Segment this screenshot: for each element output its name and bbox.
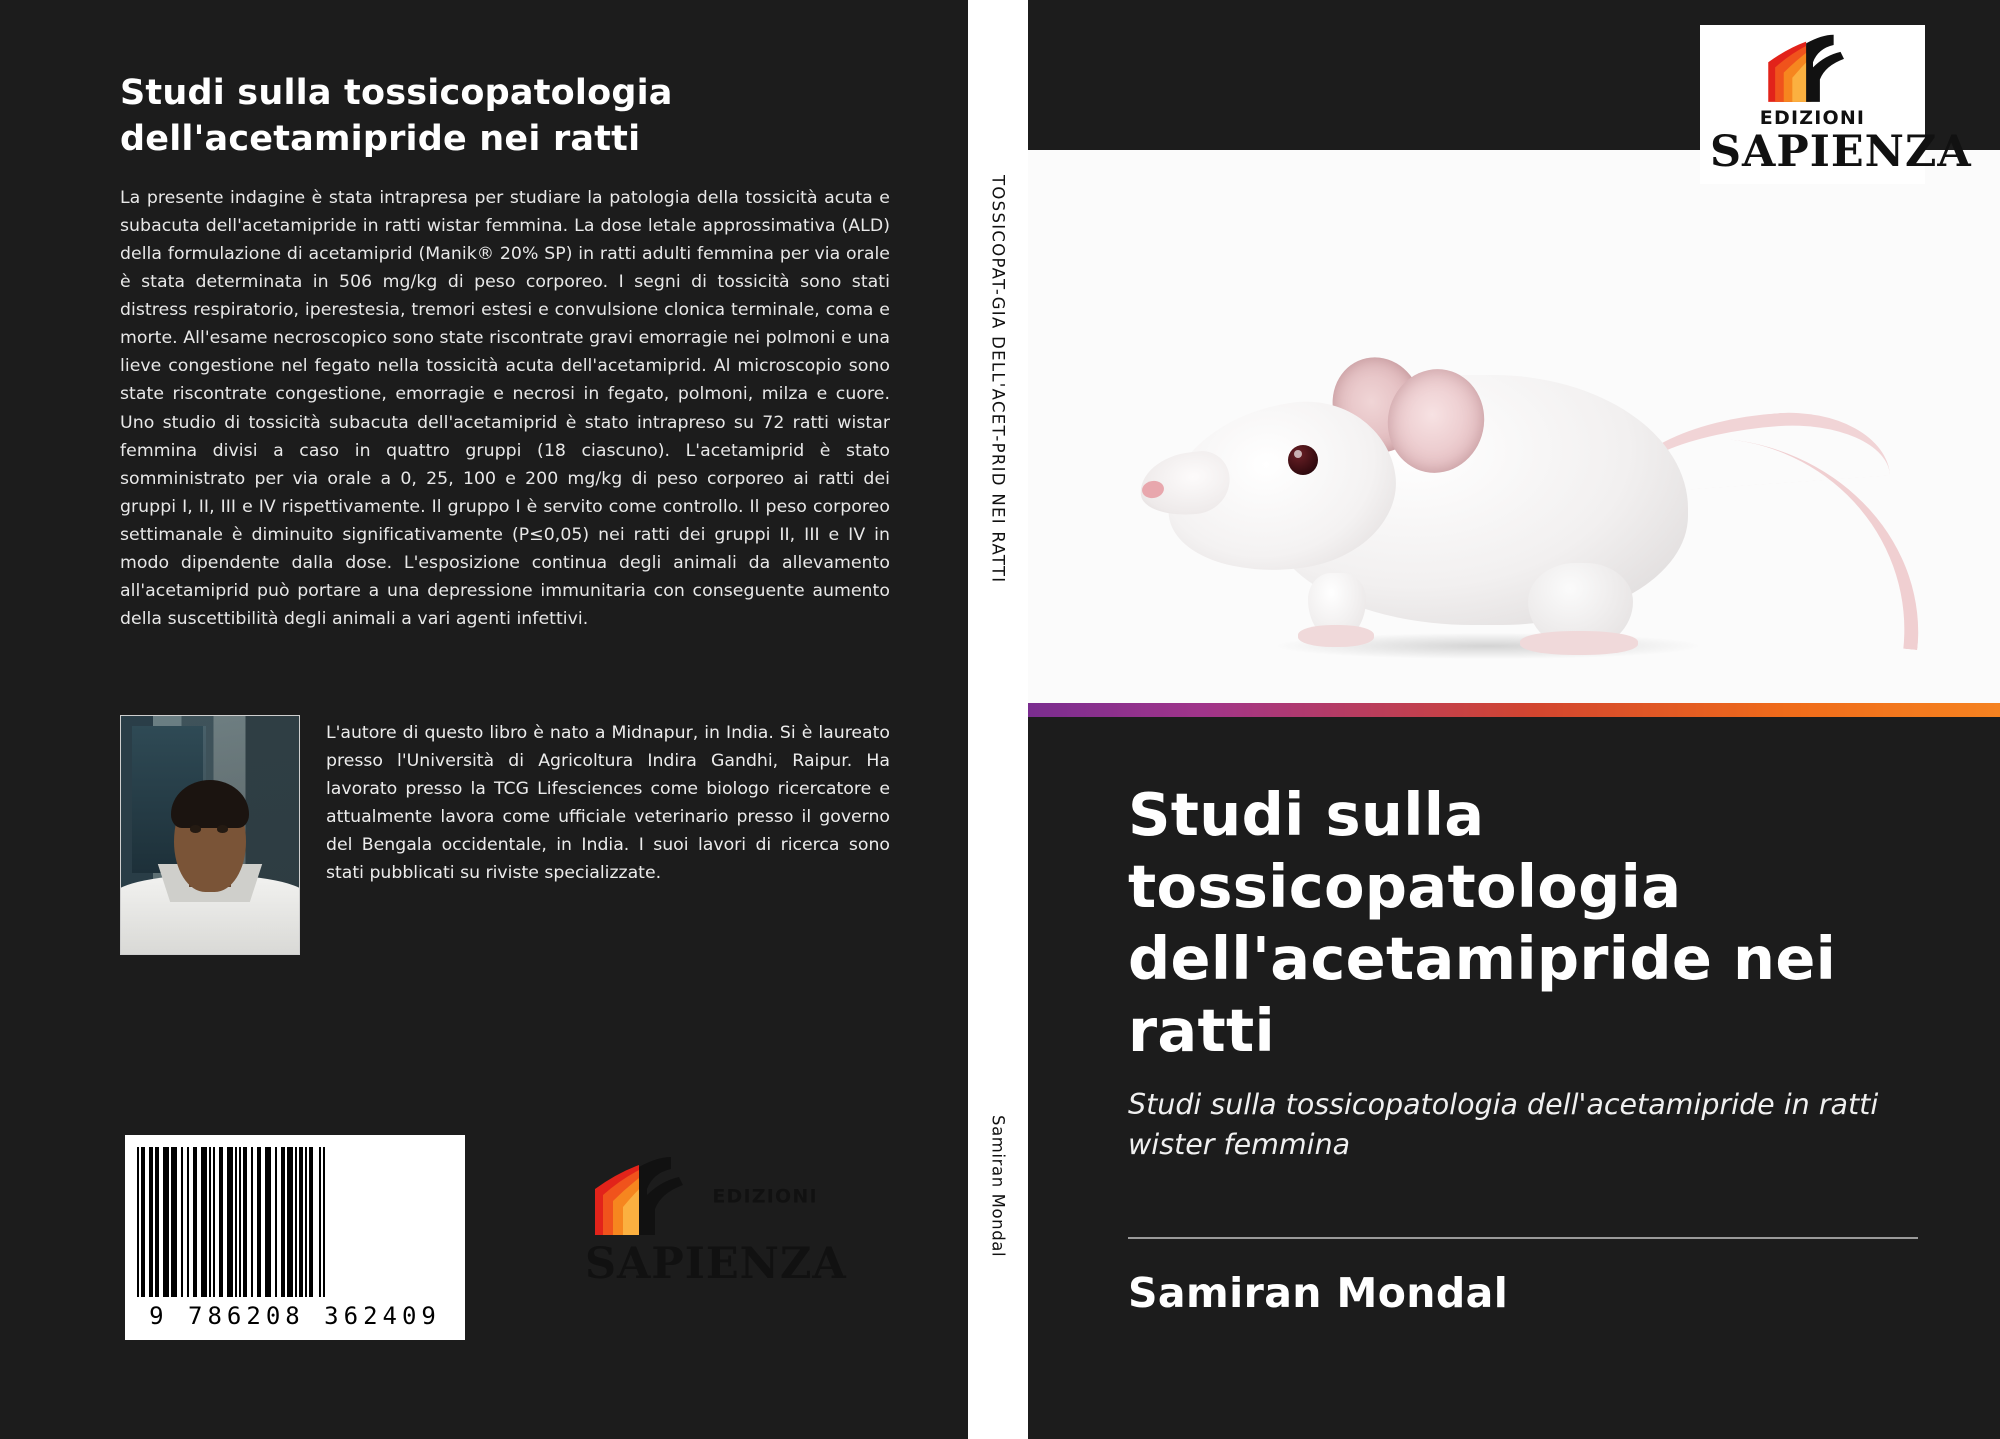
publisher-logo-mark-front bbox=[1710, 33, 1915, 129]
spine-author: Samiran Mondal bbox=[988, 1115, 1008, 1258]
rat-front-foot bbox=[1298, 625, 1374, 647]
author-bio-block bbox=[120, 715, 890, 955]
author-bio-text: L'autore di questo libro è nato a Midnapur, in India. Si è laureato presso l'Università di Agricoltura Indira Gandhi, Raipur. Ha lavorato presso la TCG Lifesciences come biologo ricercatore e attualmente lavora come ufficiale veterinario presso il governo del Bengala occidentale, in India. I suoi lavori di ricerca sono stati pubblicati su riviste specializzate. bbox=[326, 723, 890, 884]
front-cover-author: Samiran Mondal bbox=[1128, 1269, 1509, 1317]
rat-photo-illustration bbox=[1148, 295, 1908, 685]
front-cover bbox=[1028, 0, 2000, 1439]
rat-eye bbox=[1288, 445, 1318, 475]
front-cover-text-panel bbox=[1028, 717, 2000, 1439]
publisher-name-label: SAPIENZA bbox=[585, 1239, 847, 1289]
divider bbox=[1128, 1237, 1918, 1239]
rat-back-foot bbox=[1520, 631, 1638, 655]
accent-gradient-strip bbox=[1028, 703, 2000, 717]
front-cover-title: Studi sulla tossicopatologia dell'acetamipride nei ratti bbox=[1128, 780, 1837, 1065]
back-cover bbox=[0, 0, 968, 1439]
publisher-name-label: SAPIENZA bbox=[1710, 127, 1972, 177]
sapienza-fan-icon bbox=[1761, 33, 1865, 107]
barcode-bars bbox=[137, 1147, 453, 1297]
publisher-edizioni-label: EDIZIONI bbox=[1759, 107, 1866, 129]
publisher-logo-back bbox=[585, 1155, 847, 1289]
barcode bbox=[125, 1135, 465, 1340]
front-cover-subtitle: Studi sulla tossicopatologia dell'acetamipride in ratti wister femmina bbox=[1128, 1088, 1879, 1162]
spine bbox=[968, 0, 1028, 1439]
photo-eye-left bbox=[190, 825, 201, 832]
back-cover-blurb: La presente indagine è stata intrapresa per studiare la patologia della tossicità acuta e subacuta dell'acetamipride in ratti wistar femmina. La dose letale approssimativa (ALD) della formulazione di acetamiprid (Manik® 20% SP) in ratti adulti femmina per via orale è stata determinata in 506 mg/kg di peso corporeo. I segni di tossicità sono stati distress respiratorio, iperestesia, tremori estesi e convulsione clonica terminale, coma e morte. All'esame necroscopico sono state riscontrate gravi emorragie nei polmoni e una lieve congestione nel fegato nella tossicità acuta dell'acetamiprid. Al microscopio sono state riscontrate congestione, emorragie e necrosi in fegato, polmoni, milza e cuore. Uno studio di tossicità subacuta dell'acetamiprid è stato intrapreso su 72 ratti wistar femmina divisi a caso in quattro gruppi (18 ciascuno). L'acetamiprid è stato somministrato per via orale a 0, 25, 100 e 200 mg/kg di peso corporeo ai ratti dei gruppi I, II, III e IV rispettivamente. Il gruppo I è servito come controllo. Il peso corporeo settimanale è diminuito significativamente (P≤0,05) nei ratti dei gruppi II, III e IV in modo dipendente dalla dose. L'esposizione continua degli animali da allevamento all'acetamiprid può portare a una depressione immunitaria con conseguente aumento della suscettibilità degli animali a vari agenti infettivi. bbox=[120, 188, 890, 629]
spine-title: TOSSICOPAT-GIA DELL'ACET-PRID NEI RATTI bbox=[988, 175, 1008, 584]
photo-eye-right bbox=[217, 825, 228, 832]
sapienza-fan-icon bbox=[587, 1155, 707, 1241]
back-cover-text-block bbox=[120, 70, 890, 633]
back-cover-title: Studi sulla tossicopatologia dell'acetamipride nei ratti bbox=[120, 73, 673, 160]
publisher-logo-front bbox=[1700, 25, 1972, 184]
barcode-number: 9 786208 362409 bbox=[149, 1302, 441, 1330]
author-photo bbox=[120, 715, 300, 955]
publisher-edizioni-label: EDIZIONI bbox=[712, 1185, 818, 1208]
publisher-logo-mark bbox=[587, 1155, 817, 1241]
